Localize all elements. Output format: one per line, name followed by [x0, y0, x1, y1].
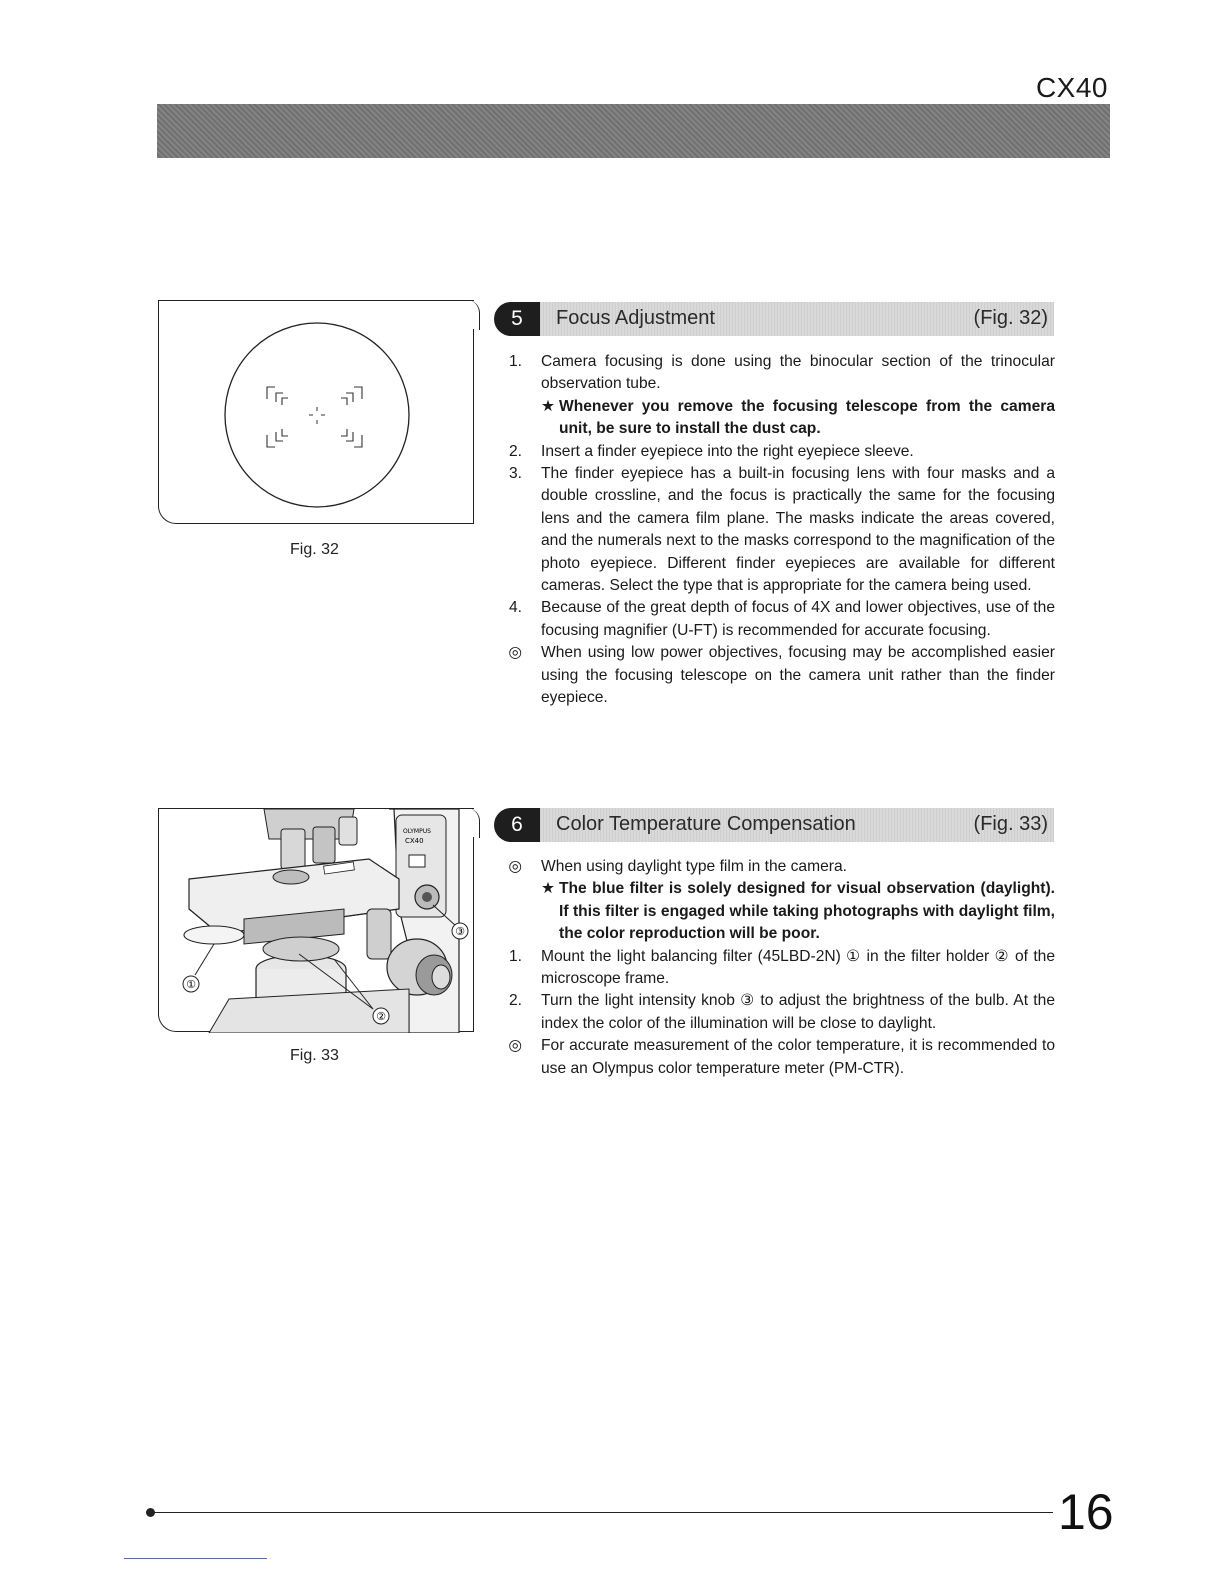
finder-view-illustration — [159, 301, 475, 525]
section-5-body — [500, 351, 1055, 710]
footer-blue-rule — [124, 1558, 267, 1559]
figure-32-caption: Fig. 32 — [290, 541, 339, 558]
caution-note: ★ Whenever you remove the focusing telescope from the camera unit, be sure to install the dust cap. — [541, 397, 1055, 438]
callout-2: ② — [376, 1010, 386, 1023]
section-5-number: 5 — [494, 302, 540, 336]
section-6-header — [494, 808, 1054, 842]
section-5-figref: (Fig. 32) — [973, 307, 1048, 329]
list-item: 2. Turn the light intensity knob ③ to adjust the brightness of the bulb. At the index the color of the illumination will be close to daylight. — [508, 992, 1055, 1032]
list-item: ◎ For accurate measurement of the color temperature, it is recommended to use an Olympus color temperature meter (PM-CTR). — [508, 1037, 1055, 1077]
section-6-title: Color Temperature Compensation — [556, 813, 856, 835]
page-number: 16 — [1058, 1484, 1114, 1540]
header-bar — [157, 104, 1110, 158]
section-5-title: Focus Adjustment — [556, 307, 715, 329]
figure-32-frame — [158, 300, 474, 524]
list-item: ◎ When using low power objectives, focusing may be accomplished easier using the focusing telescope on the camera unit rather than the finder eyepiece. — [508, 644, 1055, 707]
list-item: 3. The finder eyepiece has a built-in focusing lens with four masks and a double crossline, and the focus is practically the same for the focusing lens and the camera film plane. The masks indicate the areas covered, and the numerals next to the masks correspond to the magnification of the photo eyepiece. Different finder eyepieces are available for different cameras. Select the type that is appropriate for the camera being used. — [508, 465, 1055, 595]
section-6-figref: (Fig. 33) — [973, 813, 1048, 835]
microscope-illustration — [159, 809, 475, 1033]
figure-33-frame — [158, 808, 474, 1032]
section-6-number: 6 — [494, 808, 540, 842]
callout-1: ① — [186, 978, 196, 991]
list-item: 1. Camera focusing is done using the binocular section of the trinocular observation tube. — [508, 353, 1055, 393]
callout-3: ③ — [455, 925, 465, 938]
brand-label: OLYMPUS — [403, 828, 431, 835]
list-item: 4. Because of the great depth of focus of 4X and lower objectives, use of the focusing magnifier (U-FT) is recommended for accurate focusing. — [508, 599, 1055, 639]
list-item: ◎ When using daylight type film in the camera. — [508, 858, 847, 875]
footer-rule — [150, 1512, 1053, 1513]
model-name: CX40 — [1035, 72, 1108, 103]
figure-33-caption: Fig. 33 — [290, 1047, 339, 1064]
list-item: 2. Insert a finder eyepiece into the right eyepiece sleeve. — [508, 442, 914, 460]
section-6-body — [500, 856, 1055, 1080]
section-5-header — [494, 302, 1054, 336]
list-item: 1. Mount the light balancing filter (45LBD-2N) ① in the filter holder ② of the microscope frame. — [508, 947, 1055, 988]
caution-note: ★ The blue filter is solely designed for visual observation (daylight). If this filter is engaged while taking photographs with daylight film, the color reproduction will be poor. — [541, 880, 1055, 943]
model-label: CX40 — [405, 837, 424, 845]
